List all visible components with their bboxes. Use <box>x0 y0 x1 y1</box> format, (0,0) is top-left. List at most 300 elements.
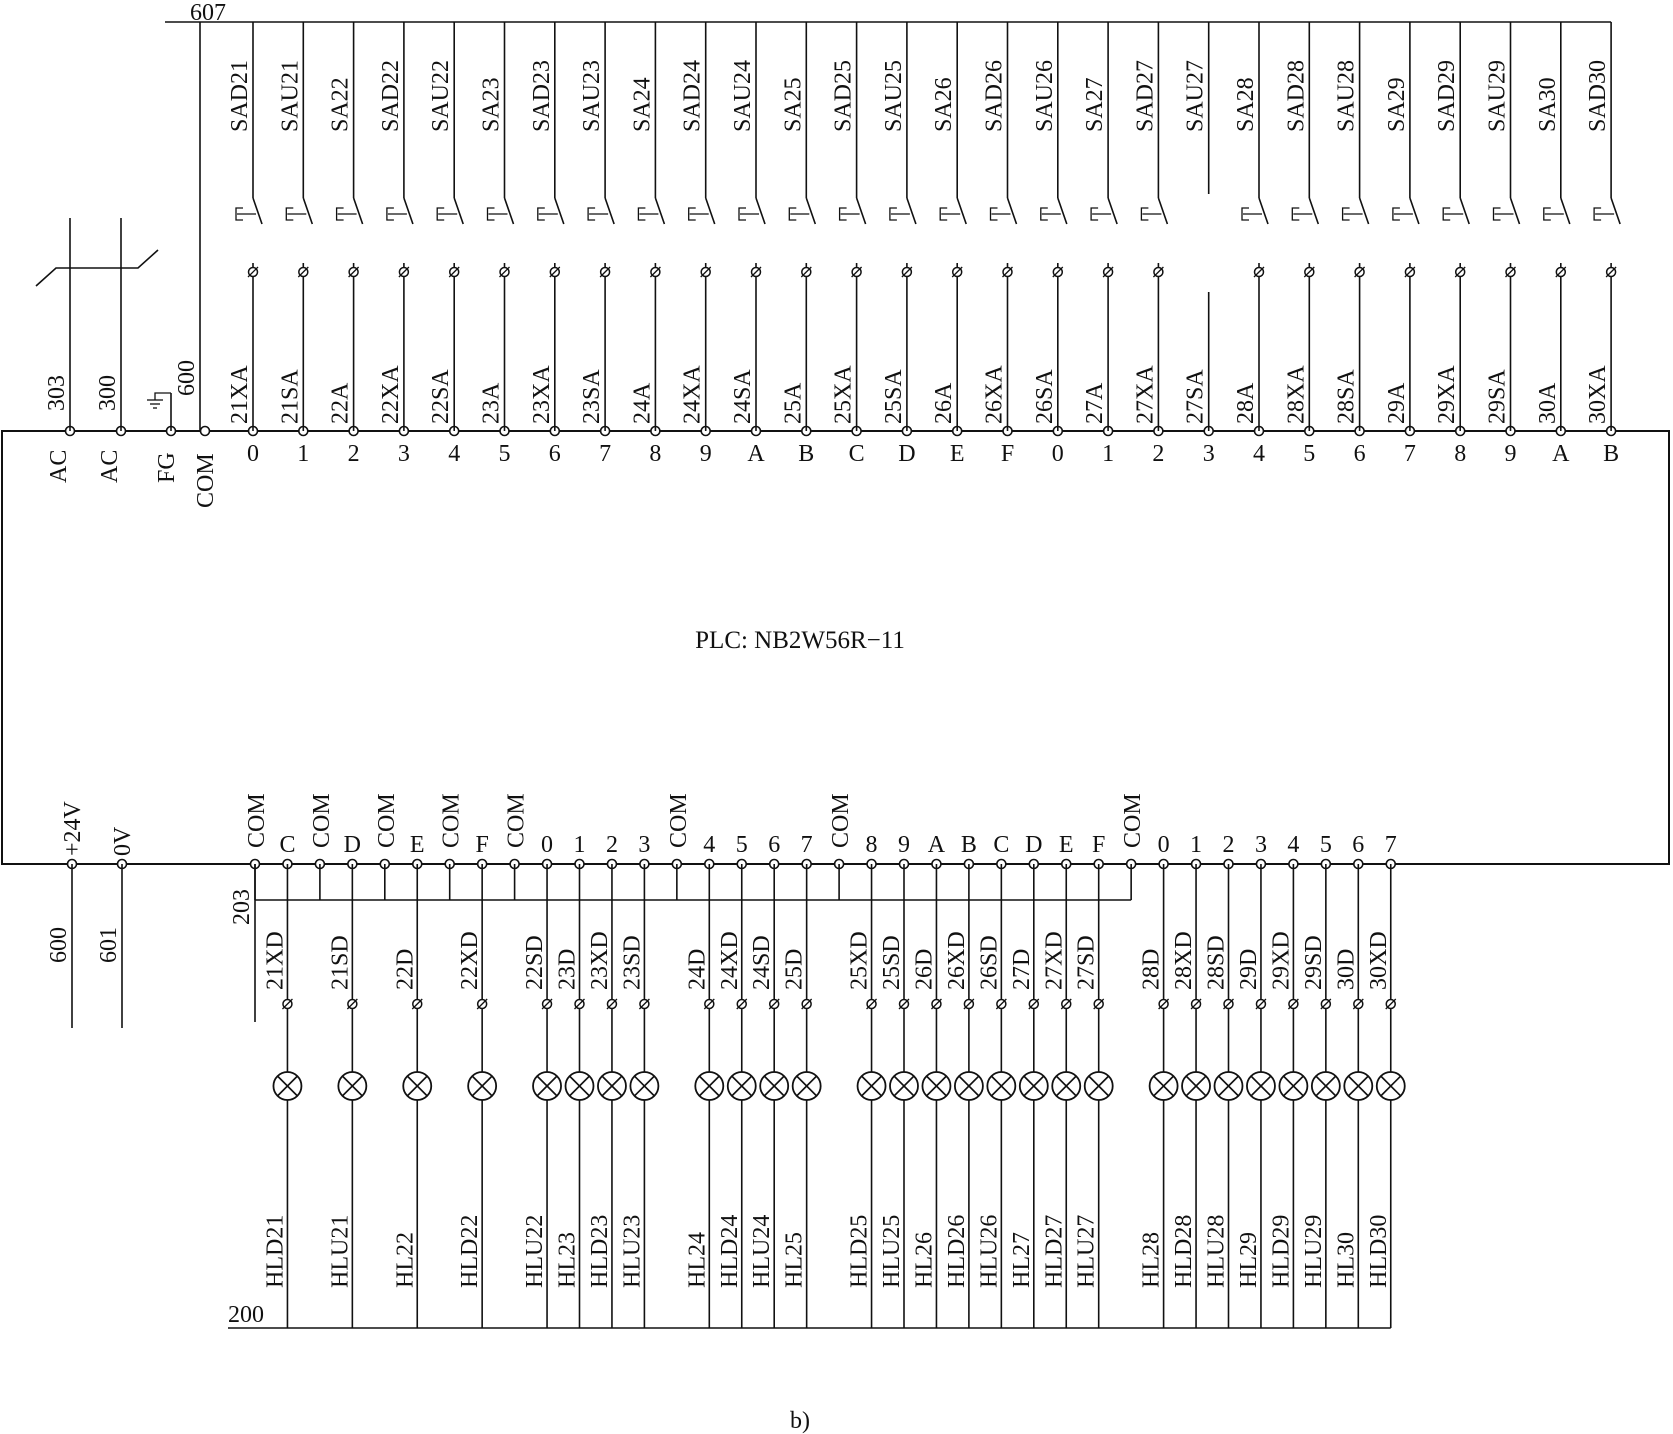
input-18-button <box>1141 194 1167 267</box>
output-21-lamp <box>922 1072 950 1100</box>
output-34-lamp <box>1344 1072 1372 1100</box>
output-20-lamp-label: HLU25 <box>879 1214 905 1288</box>
output-1-joint <box>282 999 292 1009</box>
output-25-address: E <box>1058 832 1074 858</box>
input-7-address: 7 <box>599 441 612 467</box>
output-22-wire-label: 26XD <box>943 931 970 990</box>
input-10-button-blade <box>756 198 765 224</box>
output-30-joint <box>1224 999 1234 1009</box>
output-28-wire-label: 28D <box>1138 948 1165 990</box>
input-0-button-blade <box>253 198 262 224</box>
output-33-lamp <box>1312 1072 1340 1100</box>
ac-cable-symbol <box>36 250 158 286</box>
output-16-lamp <box>760 1072 788 1100</box>
input-20-address: 4 <box>1253 441 1265 467</box>
input-5-button <box>488 194 514 267</box>
input-20-switch-label: SA28 <box>1233 77 1259 132</box>
output-19-lamp <box>858 1072 886 1100</box>
output-26-address: F <box>1092 832 1106 858</box>
input-26-switch-label: SA30 <box>1534 77 1561 132</box>
output-19-lamp-label: HLD25 <box>846 1214 873 1288</box>
output-5-joint <box>412 999 422 1009</box>
output-20-address: 9 <box>898 832 910 858</box>
output-32-wire-label: 29XD <box>1268 931 1295 990</box>
input-5-button-blade <box>505 198 514 224</box>
output-29-lamp <box>1182 1072 1210 1100</box>
output-17-lamp <box>793 1072 821 1100</box>
input-27-address: B <box>1603 441 1620 467</box>
output-24-lamp <box>1020 1072 1048 1100</box>
input-1-address: 1 <box>297 441 310 467</box>
input-26-joint <box>1556 267 1566 277</box>
output-7-wire-label: 22XD <box>457 931 484 990</box>
output-20-lamp <box>890 1072 918 1100</box>
output-3-wire-label: 21SD <box>327 935 354 990</box>
input-5-switch-label: SA23 <box>478 77 505 132</box>
input-3-switch-label: SAD22 <box>377 59 404 132</box>
input-26-button-blade <box>1561 198 1570 224</box>
input-17-button <box>1091 194 1117 267</box>
input-12-button <box>840 194 866 267</box>
output-11-wire-label: 23XD <box>586 931 613 990</box>
output-26-lamp-label: HLU27 <box>1073 1214 1100 1288</box>
power-2-ground-lead <box>155 393 171 400</box>
input-16-wire-label: 26SA <box>1031 369 1058 424</box>
output-31-wire-label: 29D <box>1235 948 1262 990</box>
top-bus-label: 607 <box>190 0 226 26</box>
dc-0-terminal-label: +24V <box>60 801 86 856</box>
input-17-wire-label: 27A <box>1082 382 1109 424</box>
input-13-address: D <box>898 441 916 467</box>
input-24-button <box>1443 194 1469 267</box>
input-9-button <box>689 194 715 267</box>
input-11-wire-label: 25A <box>780 382 807 424</box>
dc-1-wire-label: 601 <box>96 927 122 963</box>
output-17-joint <box>802 999 812 1009</box>
output-3-lamp-label: HLU21 <box>327 1214 354 1288</box>
input-1-wire-label: 21SA <box>277 369 304 424</box>
output-28-address: 0 <box>1157 832 1170 858</box>
output-5-address: E <box>409 832 425 858</box>
input-8-button <box>638 194 664 267</box>
output-31-lamp <box>1247 1072 1275 1100</box>
input-13-switch-label: SAU25 <box>880 59 907 132</box>
output-29-joint <box>1191 999 1201 1009</box>
output-35-lamp <box>1377 1072 1405 1100</box>
output-7-lamp-label: HLD22 <box>457 1214 484 1288</box>
input-11-button <box>789 194 815 267</box>
input-7-wire-label: 23SA <box>579 369 606 424</box>
input-7-button-blade <box>605 198 614 224</box>
input-25-button <box>1494 194 1520 267</box>
output-12-lamp <box>630 1072 658 1100</box>
output-17-wire-label: 25D <box>781 948 808 990</box>
output-28-lamp <box>1150 1072 1178 1100</box>
output-33-wire-label: 29SD <box>1300 935 1327 990</box>
output-15-address: 5 <box>735 832 748 858</box>
input-13-button-blade <box>907 198 916 224</box>
input-18-joint <box>1153 267 1163 277</box>
output-21-wire-label: 26D <box>911 948 938 990</box>
input-23-button <box>1393 194 1419 267</box>
input-12-button-blade <box>857 198 866 224</box>
input-22-switch-label: SAU28 <box>1333 59 1360 132</box>
output-24-lamp-label: HL27 <box>1008 1232 1035 1288</box>
input-19-wire-label: 27SA <box>1182 369 1209 424</box>
output-10-joint <box>575 999 585 1009</box>
output-15-joint <box>737 999 747 1009</box>
output-24-wire-label: 27D <box>1008 948 1035 990</box>
input-14-joint <box>952 267 962 277</box>
output-26-wire-label: 27SD <box>1073 935 1100 990</box>
output-29-lamp-label: HLD28 <box>1171 1214 1198 1288</box>
output-32-lamp-label: HLD29 <box>1268 1214 1295 1288</box>
input-22-button-blade <box>1360 198 1369 224</box>
output-15-wire-label: 24XD <box>716 931 743 990</box>
output-33-address: 5 <box>1319 832 1332 858</box>
output-9-wire-label: 22SD <box>522 935 549 990</box>
input-2-button-blade <box>354 198 363 224</box>
output-22-joint <box>964 999 974 1009</box>
input-10-wire-label: 24SA <box>730 369 756 424</box>
bottom-return-label: 200 <box>228 1302 264 1328</box>
input-23-wire-label: 29A <box>1383 382 1410 424</box>
output-15-lamp-label: HLD24 <box>716 1214 743 1288</box>
output-27-address: COM <box>1120 793 1147 848</box>
input-22-joint <box>1355 267 1365 277</box>
output-1-wire-label: 21XD <box>262 931 289 990</box>
input-11-button-blade <box>806 198 815 224</box>
input-2-button <box>337 194 363 267</box>
input-23-joint <box>1405 267 1415 277</box>
input-21-joint <box>1304 267 1314 277</box>
input-4-address: 4 <box>448 441 461 467</box>
input-11-joint <box>801 267 811 277</box>
output-2-address: COM <box>308 793 335 848</box>
input-18-switch-label: SAD27 <box>1132 59 1159 132</box>
power-3-terminal <box>201 427 210 436</box>
input-25-joint <box>1506 267 1516 277</box>
input-2-address: 2 <box>347 441 360 467</box>
input-16-button <box>1041 194 1067 267</box>
input-25-button-blade <box>1511 198 1520 224</box>
input-0-address: 0 <box>247 441 259 467</box>
power-2-terminal-label: FG <box>154 452 180 483</box>
input-4-switch-label: SAU22 <box>428 59 455 132</box>
input-18-wire-label: 27XA <box>1132 365 1159 424</box>
input-5-joint <box>500 267 510 277</box>
input-27-button-blade <box>1611 198 1620 224</box>
input-8-button-blade <box>655 198 664 224</box>
input-24-joint <box>1455 267 1465 277</box>
output-12-address: 3 <box>638 832 651 858</box>
output-1-lamp <box>273 1072 301 1100</box>
input-6-button-blade <box>555 198 564 224</box>
input-27-wire-label: 30XA <box>1585 365 1612 424</box>
input-6-wire-label: 23XA <box>528 365 555 424</box>
output-7-lamp <box>468 1072 496 1100</box>
output-29-address: 1 <box>1190 832 1203 858</box>
input-0-switch-label: SAD21 <box>227 59 253 132</box>
input-3-button <box>387 194 413 267</box>
output-34-address: 6 <box>1352 832 1365 858</box>
output-20-joint <box>899 999 909 1009</box>
output-31-joint <box>1256 999 1266 1009</box>
input-3-button-blade <box>404 198 413 224</box>
dc-1-terminal-label: 0V <box>110 826 136 856</box>
input-14-button-blade <box>957 198 966 224</box>
input-2-wire-label: 22A <box>327 382 354 424</box>
output-30-lamp-label: HLU28 <box>1203 1214 1230 1288</box>
output-6-address: COM <box>438 793 465 848</box>
output-9-lamp-label: HLU22 <box>522 1214 549 1288</box>
input-3-address: 3 <box>397 441 410 467</box>
figure-caption: b) <box>790 1408 810 1434</box>
output-35-joint <box>1386 999 1396 1009</box>
input-12-address: C <box>848 441 865 467</box>
power-3-wire-label: 600 <box>174 360 200 396</box>
input-17-switch-label: SA27 <box>1082 77 1109 132</box>
output-30-wire-label: 28SD <box>1203 935 1230 990</box>
output-19-wire-label: 25XD <box>846 931 873 990</box>
output-12-lamp-label: HLU23 <box>619 1214 646 1288</box>
input-18-address: 2 <box>1152 441 1165 467</box>
output-11-lamp-label: HLD23 <box>586 1214 613 1288</box>
output-17-address: 7 <box>800 832 813 858</box>
input-10-address: A <box>747 441 765 467</box>
output-23-lamp-label: HLU26 <box>976 1214 1003 1288</box>
input-16-address: 0 <box>1051 441 1064 467</box>
output-5-lamp-label: HL22 <box>392 1232 419 1288</box>
output-21-address: A <box>927 832 946 858</box>
input-13-joint <box>902 267 912 277</box>
input-4-joint <box>449 267 459 277</box>
output-8-address: COM <box>503 793 530 848</box>
output-17-lamp-label: HL25 <box>781 1232 808 1288</box>
output-14-wire-label: 24D <box>684 948 711 990</box>
dc-0-wire-label: 600 <box>46 927 72 963</box>
input-6-button <box>538 194 564 267</box>
output-26-lamp <box>1085 1072 1113 1100</box>
output-35-address: 7 <box>1384 832 1397 858</box>
input-23-address: 7 <box>1403 441 1416 467</box>
output-5-lamp <box>403 1072 431 1100</box>
input-11-address: B <box>798 441 815 467</box>
input-16-switch-label: SAU26 <box>1031 59 1058 132</box>
output-34-lamp-label: HL30 <box>1333 1232 1360 1288</box>
input-17-address: 1 <box>1102 441 1115 467</box>
output-com-wire-label: 203 <box>229 889 255 925</box>
input-8-switch-label: SA24 <box>629 77 656 132</box>
power-1-wire-label: 300 <box>95 375 121 411</box>
input-14-address: E <box>949 441 965 467</box>
input-23-switch-label: SA29 <box>1383 77 1410 132</box>
output-32-lamp <box>1279 1072 1307 1100</box>
input-6-joint <box>550 267 560 277</box>
input-13-wire-label: 25SA <box>880 369 907 424</box>
output-14-address: 4 <box>703 832 716 858</box>
input-0-joint <box>248 267 258 277</box>
input-0-button <box>236 194 262 267</box>
output-14-lamp-label: HL24 <box>684 1232 711 1288</box>
input-23-button-blade <box>1410 198 1419 224</box>
output-16-lamp-label: HLU24 <box>749 1214 776 1288</box>
output-9-joint <box>542 999 552 1009</box>
output-16-wire-label: 24SD <box>749 935 776 990</box>
output-33-lamp-label: HLU29 <box>1300 1214 1327 1288</box>
input-21-address: 5 <box>1303 441 1316 467</box>
output-32-joint <box>1288 999 1298 1009</box>
output-11-lamp <box>598 1072 626 1100</box>
output-7-joint <box>477 999 487 1009</box>
output-21-lamp-label: HL26 <box>911 1232 938 1288</box>
output-23-joint <box>996 999 1006 1009</box>
input-8-joint <box>650 267 660 277</box>
plc-label: PLC: NB2W56R−11 <box>695 627 905 654</box>
output-28-joint <box>1159 999 1169 1009</box>
output-30-lamp <box>1215 1072 1243 1100</box>
input-3-joint <box>399 267 409 277</box>
input-7-switch-label: SAU23 <box>579 59 606 132</box>
output-4-address: COM <box>373 793 400 848</box>
output-28-lamp-label: HL28 <box>1138 1232 1165 1288</box>
input-4-wire-label: 22SA <box>428 369 455 424</box>
input-12-switch-label: SAD25 <box>830 59 857 132</box>
input-10-joint <box>751 267 761 277</box>
input-14-wire-label: 26A <box>931 382 958 424</box>
output-18-address: COM <box>828 793 855 848</box>
input-5-wire-label: 23A <box>478 382 505 424</box>
input-16-button-blade <box>1058 198 1067 224</box>
output-12-wire-label: 23SD <box>619 935 646 990</box>
output-15-lamp <box>728 1072 756 1100</box>
input-21-wire-label: 28XA <box>1283 365 1310 424</box>
output-7-address: F <box>475 832 489 858</box>
output-9-lamp <box>533 1072 561 1100</box>
input-1-joint <box>298 267 308 277</box>
output-23-lamp <box>987 1072 1015 1100</box>
output-25-joint <box>1061 999 1071 1009</box>
input-27-switch-label: SAD30 <box>1585 59 1612 132</box>
input-19-switch-label: SAU27 <box>1182 59 1209 132</box>
output-14-joint <box>704 999 714 1009</box>
output-25-lamp <box>1052 1072 1080 1100</box>
output-10-wire-label: 23D <box>554 948 581 990</box>
output-33-joint <box>1321 999 1331 1009</box>
output-1-address: C <box>279 832 296 858</box>
input-12-wire-label: 25XA <box>830 365 857 424</box>
input-26-address: A <box>1552 441 1570 467</box>
input-2-joint <box>349 267 359 277</box>
output-0-address: COM <box>244 793 270 848</box>
power-3-terminal-label: COM <box>193 453 219 508</box>
power-1-terminal-label: AC <box>97 449 123 483</box>
input-10-button <box>739 194 765 267</box>
input-14-switch-label: SA26 <box>931 77 958 132</box>
input-3-wire-label: 22XA <box>377 365 404 424</box>
input-24-wire-label: 29XA <box>1434 365 1461 424</box>
output-1-lamp-label: HLD21 <box>262 1214 289 1288</box>
output-20-wire-label: 25SD <box>879 935 905 990</box>
input-1-button-blade <box>303 198 312 224</box>
input-14-button <box>940 194 966 267</box>
output-34-wire-label: 30D <box>1333 948 1360 990</box>
output-14-lamp <box>695 1072 723 1100</box>
output-35-lamp-label: HLD30 <box>1365 1214 1392 1288</box>
input-9-button-blade <box>706 198 715 224</box>
input-22-wire-label: 28SA <box>1333 369 1360 424</box>
output-22-lamp <box>955 1072 983 1100</box>
input-1-switch-label: SAU21 <box>277 59 304 132</box>
input-11-switch-label: SA25 <box>780 77 807 132</box>
input-0-wire-label: 21XA <box>227 365 253 424</box>
input-25-wire-label: 29SA <box>1484 369 1511 424</box>
input-22-button <box>1343 194 1369 267</box>
output-21-joint <box>931 999 941 1009</box>
input-24-button-blade <box>1460 198 1469 224</box>
input-8-address: 8 <box>649 441 662 467</box>
input-26-button <box>1544 194 1570 267</box>
output-29-wire-label: 28XD <box>1171 931 1198 990</box>
input-9-wire-label: 24XA <box>679 365 706 424</box>
output-13-address: COM <box>665 793 692 848</box>
output-19-address: 8 <box>865 832 878 858</box>
input-12-joint <box>852 267 862 277</box>
input-8-wire-label: 24A <box>629 382 656 424</box>
input-20-wire-label: 28A <box>1233 382 1259 424</box>
input-27-button <box>1594 194 1620 267</box>
input-20-button-blade <box>1259 198 1268 224</box>
input-20-joint <box>1254 267 1264 277</box>
output-35-wire-label: 30XD <box>1365 931 1392 990</box>
input-18-button-blade <box>1158 198 1167 224</box>
output-22-lamp-label: HLD26 <box>943 1214 970 1288</box>
power-0-terminal-label: AC <box>46 449 72 483</box>
input-21-switch-label: SAD28 <box>1283 59 1310 132</box>
input-24-switch-label: SAD29 <box>1434 59 1461 132</box>
input-10-switch-label: SAU24 <box>730 59 756 132</box>
output-23-wire-label: 26SD <box>976 935 1003 990</box>
input-1-button <box>286 194 312 267</box>
input-20-button <box>1242 194 1268 267</box>
input-16-joint <box>1053 267 1063 277</box>
input-22-address: 6 <box>1353 441 1366 467</box>
output-3-address: D <box>343 832 362 858</box>
output-10-address: 1 <box>573 832 586 858</box>
input-9-switch-label: SAD24 <box>679 59 706 132</box>
input-13-button <box>890 194 916 267</box>
output-5-wire-label: 22D <box>392 948 419 990</box>
output-10-lamp <box>566 1072 594 1100</box>
input-4-button <box>437 194 463 267</box>
input-9-address: 9 <box>699 441 712 467</box>
output-23-address: C <box>993 832 1010 858</box>
output-26-joint <box>1094 999 1104 1009</box>
input-15-joint <box>1003 267 1013 277</box>
input-15-wire-label: 26XA <box>981 365 1008 424</box>
output-34-joint <box>1353 999 1363 1009</box>
output-3-lamp <box>338 1072 366 1100</box>
input-26-wire-label: 30A <box>1534 382 1561 424</box>
input-25-switch-label: SAU29 <box>1484 59 1511 132</box>
output-9-address: 0 <box>541 832 554 858</box>
input-17-joint <box>1103 267 1113 277</box>
output-31-address: 3 <box>1254 832 1267 858</box>
output-22-address: B <box>960 832 977 858</box>
input-15-switch-label: SAD26 <box>981 59 1008 132</box>
output-16-address: 6 <box>768 832 781 858</box>
input-19-address: 3 <box>1202 441 1215 467</box>
